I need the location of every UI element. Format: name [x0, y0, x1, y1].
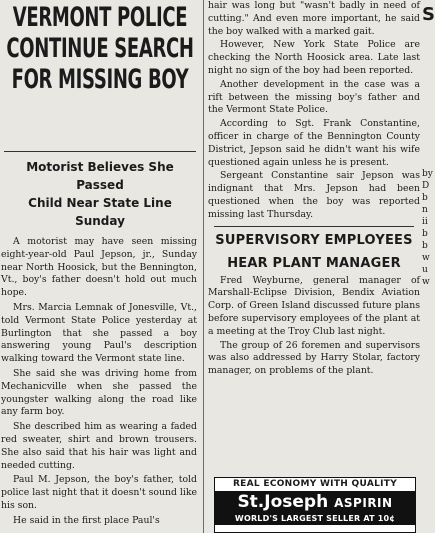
- edge-fragment: b: [422, 193, 428, 203]
- edge-fragment: n: [422, 205, 428, 215]
- article-paragraph: Paul M. Jepson, the boy's father, told police last night that it doesn't sound like his son.: [1, 474, 197, 511]
- edge-fragment: w: [422, 253, 430, 263]
- column-rule: [203, 0, 204, 533]
- edge-fragment: by: [422, 169, 433, 179]
- headline-line: SUPERVISORY EMPLOYEES: [215, 232, 413, 248]
- article-paragraph: Another development in the case was a rift between the missing boy's father and the Vermont State Police.: [208, 78, 420, 116]
- ad-tagline: REAL ECONOMY WITH QUALITY: [232, 479, 398, 489]
- article-paragraph: According to Sgt. Frank Constantine, officer in charge of the Bennington County District, Jepson said he didn't want his wife questioned again unless he is present.: [208, 118, 420, 168]
- article-continuation: [208, 0, 420, 222]
- article-body: [0, 236, 200, 528]
- article-paragraph: She said she was driving home from Mechanicville when she passed the youngster walking along the road like any farm boy.: [1, 367, 197, 418]
- subhead-line: Motorist Believes She Passed: [26, 160, 174, 192]
- subheadline: [2, 158, 198, 230]
- article-paragraph: Fred Weyburne, general manager of Marshall-Eclipse Division, Bendix Aviation Corp. of Green Island discussed future plans before supervisory employees of the plant at a meeting at the Troy Club last night.: [208, 274, 420, 337]
- edge-fragment: b: [422, 241, 428, 251]
- headline-2: [208, 229, 420, 275]
- article-paragraph: However, New York State Police are checking the North Hoosick area. Late last night no sign of the boy had been reported.: [208, 39, 420, 76]
- aspirin-ad: [214, 477, 416, 533]
- article-paragraph: She described him as wearing a faded red sweater, shirt and brown trousers. She also said that his hair was light and needed cutting.: [1, 421, 197, 471]
- headline-line: HEAR PLANT MANAGER: [227, 255, 401, 271]
- article-paragraph: Sergeant Constantine sair Jepson was indignant that Mrs. Jepson had been questioned when the boy was reported missing last Thursday.: [208, 170, 420, 220]
- ad-brand-name: St.Joseph: [237, 492, 329, 512]
- subhead-line: Child Near State Line: [28, 196, 172, 210]
- edge-fragment: u: [422, 265, 428, 275]
- ad-band: [215, 491, 415, 525]
- article-paragraph: hair was long but "wasn't badly in need of cutting." And even more important, he said the boy walked with a marked gait.: [208, 0, 420, 37]
- cropped-edge-column: [422, 0, 435, 533]
- right-column: [208, 0, 420, 533]
- subhead-line: Sunday: [75, 214, 125, 228]
- ad-brand: [215, 492, 415, 513]
- article-paragraph: The group of 26 foremen and supervisors was also addressed by Harry Stolar, factory manager, on problems of the plant.: [208, 339, 420, 377]
- edge-fragment: b: [422, 229, 428, 239]
- edge-fragment: ii: [422, 217, 428, 227]
- divider: [214, 226, 414, 227]
- article-paragraph: Mrs. Marcia Lemnak of Jonesville, Vt., told Vermont State Police yesterday at Burlington that she passed a boy answering young Paul's description walking toward the Vermont state line.: [1, 301, 197, 365]
- ad-product: ASPIRIN: [334, 496, 393, 510]
- edge-fragment: S: [422, 4, 435, 25]
- divider: [4, 151, 196, 152]
- left-column: [0, 0, 200, 533]
- headline-line: FOR MISSING BOY: [11, 64, 189, 95]
- headline: [1, 2, 200, 95]
- article-paragraph: He said in the first place Paul's: [13, 514, 160, 526]
- headline-line: CONTINUE SEARCH: [6, 33, 194, 64]
- article-2-body: [208, 275, 420, 378]
- ad-slogan: WORLD'S LARGEST SELLER AT 10¢: [234, 514, 396, 523]
- article-paragraph: A motorist may have seen missing eight-year-old Paul Jepson, jr., Sunday near North Hoosick, but the Bennington, Vt., boy's father doesn't hold out much hope.: [1, 236, 197, 299]
- edge-fragment: D: [422, 181, 430, 191]
- headline-line: VERMONT POLICE: [12, 2, 188, 33]
- edge-fragment: w: [422, 277, 430, 287]
